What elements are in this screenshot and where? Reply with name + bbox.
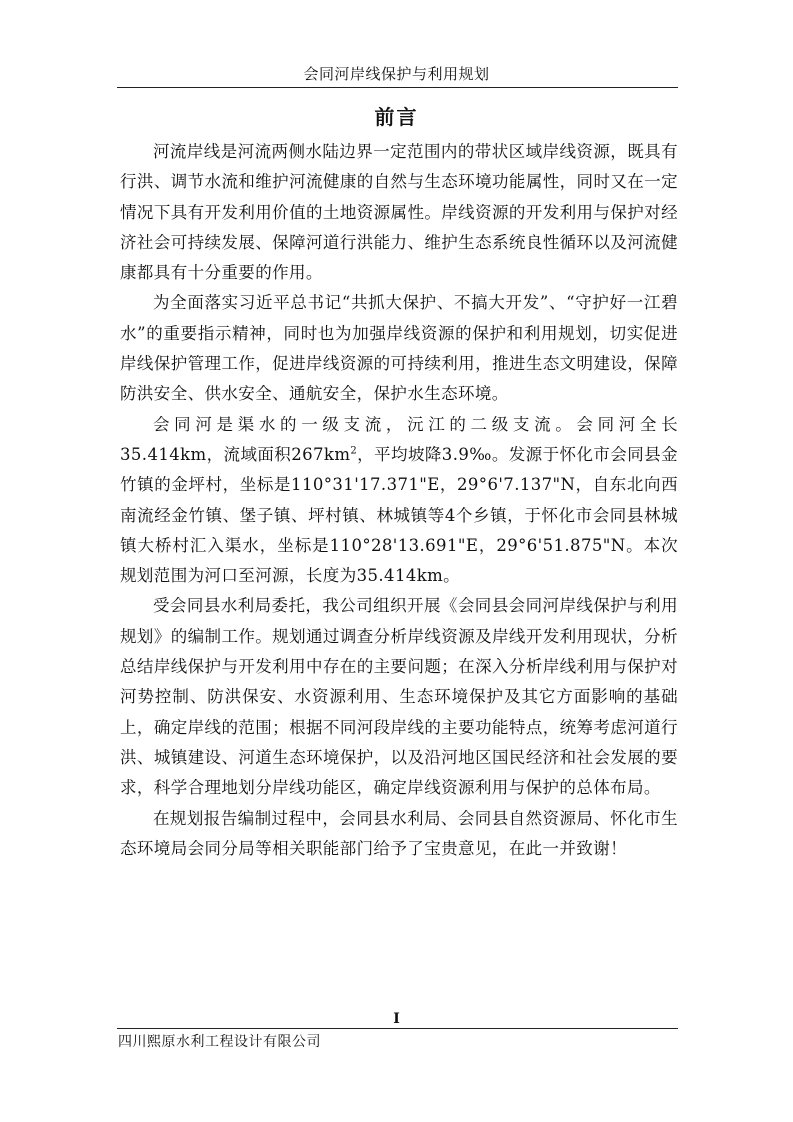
paragraph-3-part-a: 会同河是渠水的一级支流，沅江的二级支流。会同河全长35.414km，流域面积267km xyxy=(120,414,678,464)
section-heading: 前言 xyxy=(374,105,419,129)
footer-divider xyxy=(117,1028,678,1029)
paragraph-1: 河流岸线是河流两侧水陆边界一定范围内的带状区域岸线资源，既具有行洪、调节水流和维护河流健康的自然与生态环境功能属性，同时又在一定情况下具有开发利用价值的土地资源属性。岸线资源的开发利用与保护对经济社会可持续发展、保障河道行洪能力、维护生态系统良性循环以及河流健康都具有十分重要的作用。 xyxy=(120,142,678,283)
page-header-title: 会同河岸线保护与利用规划 xyxy=(303,65,490,83)
paragraph-4: 受会同县水利局委托，我公司组织开展《会同县会同河岸线保护与利用规划》的编制工作。规划通过调查分析岸线资源及岸线开发利用现状，分析总结岸线保护与开发利用中存在的主要问题；在深入分析岸线利用与保护对河势控制、防洪保安、水资源利用、生态环境保护及其它方面影响的基础上，确定岸线的范围；根据不同河段岸线的主要功能特点，统筹考虑河道行洪、城镇建设、河道生态环境保护，以及沿河地区国民经济和社会发展的要求，科学合理地划分岸线功能区，确定岸线资源利用与保护的总体布局。 xyxy=(120,596,678,798)
paragraph-2: 为全面落实习近平总书记“共抓大保护、不搞大开发”、“守护好一江碧水”的重要指示精神，同时也为加强岸线资源的保护和利用规划，切实促进岸线保护管理工作，促进岸线资源的可持续利用，推进生态文明建设，保障防洪安全、供水安全、通航安全，保护水生态环境。 xyxy=(120,293,678,404)
header-divider xyxy=(117,87,678,88)
page-number: I xyxy=(393,1011,400,1027)
body-text xyxy=(120,137,678,864)
paragraph-3-part-b: ，平均坡降3.9‰。发源于怀化市会同县金竹镇的金坪村，坐标是110°31'17.371"E，29°6'7.137"N，自东北向西南流经金竹镇、堡子镇、坪村镇、林城镇等4个乡镇，于怀化市会同县林城镇大桥村汇入渠水，坐标是110°28'13.691"E，29°6'51.875"N。本次规划范围为河口至河源，长度为35.414km。 xyxy=(120,444,678,586)
paragraph-5: 在规划报告编制过程中，会同县水利局、会同县自然资源局、怀化市生态环境局会同分局等相关职能部门给予了宝贵意见，在此一并致谢！ xyxy=(120,808,678,858)
paragraph-3 xyxy=(120,410,678,592)
superscript-2: 2 xyxy=(350,445,358,457)
footer-company-name: 四川熙原水利工程设计有限公司 xyxy=(118,1034,321,1050)
